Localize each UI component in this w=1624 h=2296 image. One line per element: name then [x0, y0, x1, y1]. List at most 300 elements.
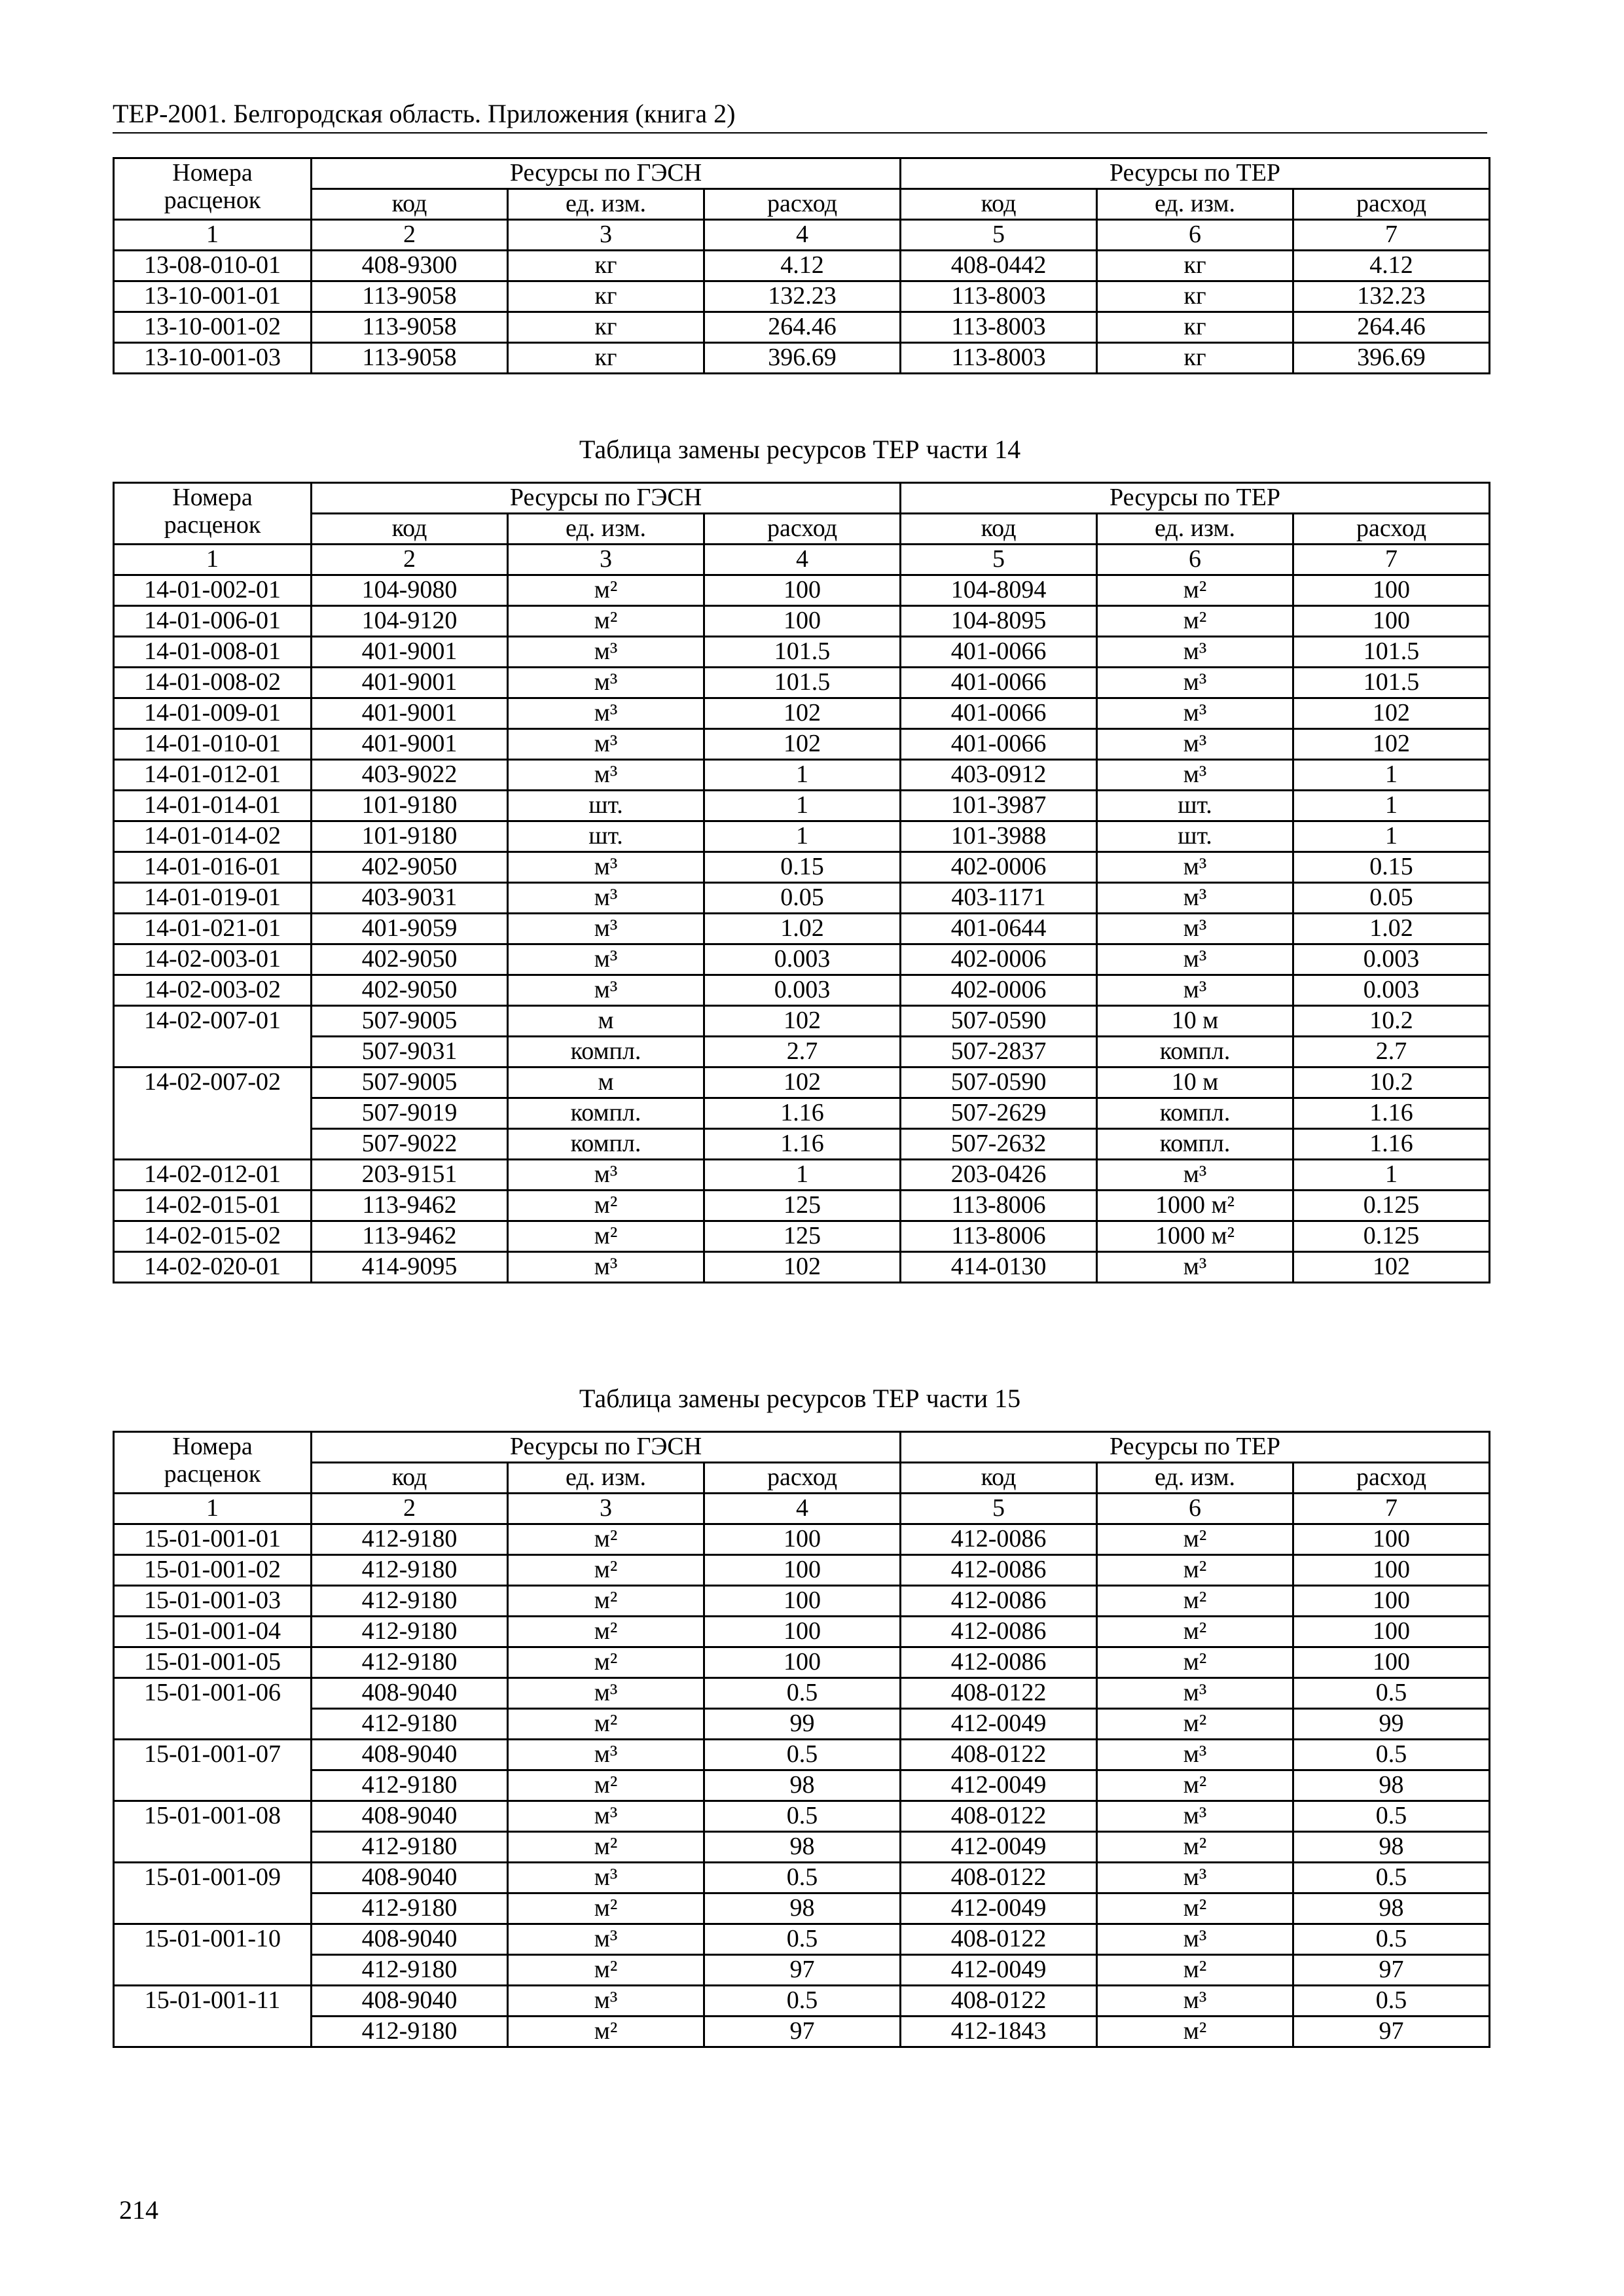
- rate-number: 15-01-001-10: [114, 1924, 312, 1986]
- ter-unit: м²: [1097, 575, 1293, 606]
- gesn-unit: м³: [508, 698, 704, 729]
- ter-unit: м²: [1097, 1893, 1293, 1924]
- ter-code: 401-0066: [901, 729, 1097, 760]
- gesn-usage: 1.16: [704, 1098, 901, 1129]
- ter-code: 104-8095: [901, 606, 1097, 637]
- ter-code: 507-2837: [901, 1037, 1097, 1067]
- table-row: [114, 1129, 1490, 1160]
- gesn-code: 104-9080: [312, 575, 508, 606]
- ter-usage: 1: [1293, 1160, 1490, 1191]
- ter-code: 101-3988: [901, 821, 1097, 852]
- gesn-code: 402-9050: [312, 975, 508, 1006]
- table-row: [114, 312, 1490, 343]
- table-row: [114, 1067, 1490, 1098]
- gesn-usage-header: расход: [704, 514, 901, 545]
- rate-number: 14-01-010-01: [114, 729, 312, 760]
- rates-header: [114, 1432, 312, 1494]
- gesn-unit: шт.: [508, 791, 704, 821]
- rate-number: 14-01-016-01: [114, 852, 312, 883]
- table-row: [114, 1986, 1490, 2017]
- gesn-usage: 98: [704, 1832, 901, 1863]
- ter-usage: 102: [1293, 729, 1490, 760]
- table-row: [114, 1924, 1490, 1955]
- ter-unit: шт.: [1097, 791, 1293, 821]
- ter-code: 403-1171: [901, 883, 1097, 914]
- column-number: 2: [312, 1494, 508, 1524]
- rate-number: 14-01-019-01: [114, 883, 312, 914]
- gesn-usage: 102: [704, 1067, 901, 1098]
- gesn-unit-header: ед. изм.: [508, 1463, 704, 1494]
- gesn-unit: м²: [508, 1555, 704, 1586]
- gesn-unit: м²: [508, 1586, 704, 1617]
- ter-unit: м²: [1097, 1770, 1293, 1801]
- gesn-usage: 0.5: [704, 1924, 901, 1955]
- gesn-usage: 100: [704, 1555, 901, 1586]
- table-row: [114, 1160, 1490, 1191]
- column-number: 2: [312, 220, 508, 251]
- gesn-unit: м: [508, 1067, 704, 1098]
- gesn-unit: м²: [508, 1893, 704, 1924]
- ter-unit: м²: [1097, 1832, 1293, 1863]
- ter-code: 507-0590: [901, 1006, 1097, 1037]
- gesn-code: 408-9040: [312, 1986, 508, 2017]
- rate-number: 15-01-001-04: [114, 1617, 312, 1647]
- ter-unit: м²: [1097, 1617, 1293, 1647]
- gesn-code: 402-9050: [312, 852, 508, 883]
- ter-unit: 1000 м²: [1097, 1221, 1293, 1252]
- ter-code: 113-8003: [901, 281, 1097, 312]
- ter-code-header: код: [901, 1463, 1097, 1494]
- table-row: [114, 852, 1490, 883]
- ter-usage: 98: [1293, 1893, 1490, 1924]
- ter-code: 408-0122: [901, 1678, 1097, 1709]
- ter-code: 412-0049: [901, 1893, 1097, 1924]
- gesn-code: 412-9180: [312, 1893, 508, 1924]
- gesn-usage: 1: [704, 821, 901, 852]
- rate-number: 14-01-014-01: [114, 791, 312, 821]
- gesn-unit: м²: [508, 1832, 704, 1863]
- gesn-code: 402-9050: [312, 944, 508, 975]
- rate-number: 14-02-012-01: [114, 1160, 312, 1191]
- ter-unit: 10 м: [1097, 1067, 1293, 1098]
- ter-code: 507-2629: [901, 1098, 1097, 1129]
- ter-usage: 101.5: [1293, 668, 1490, 698]
- table-row: [114, 791, 1490, 821]
- gesn-code: 507-9031: [312, 1037, 508, 1067]
- gesn-usage: 102: [704, 729, 901, 760]
- ter-unit: м³: [1097, 1160, 1293, 1191]
- gesn-code: 408-9040: [312, 1801, 508, 1832]
- ter-usage-header: расход: [1293, 514, 1490, 545]
- ter-unit: м²: [1097, 1555, 1293, 1586]
- gesn-code: 412-9180: [312, 2017, 508, 2047]
- ter-usage: 102: [1293, 698, 1490, 729]
- rate-number: 15-01-001-08: [114, 1801, 312, 1863]
- ter-unit: кг: [1097, 312, 1293, 343]
- table-row: [114, 914, 1490, 944]
- table-row: [114, 1098, 1490, 1129]
- ter-code: 412-0049: [901, 1709, 1097, 1740]
- table-row: [114, 1524, 1490, 1555]
- gesn-unit: м²: [508, 1770, 704, 1801]
- gesn-code: 507-9005: [312, 1067, 508, 1098]
- table-row: [114, 1740, 1490, 1770]
- ter-usage: 1.02: [1293, 914, 1490, 944]
- gesn-code: 412-9180: [312, 1955, 508, 1986]
- table-row: [114, 606, 1490, 637]
- table-row: [114, 1647, 1490, 1678]
- gesn-usage: 100: [704, 1617, 901, 1647]
- gesn-code: 203-9151: [312, 1160, 508, 1191]
- ter-code: 412-0086: [901, 1524, 1097, 1555]
- ter-usage: 0.125: [1293, 1221, 1490, 1252]
- table-row: [114, 343, 1490, 374]
- gesn-group-header: Ресурсы по ГЭСН: [312, 483, 901, 514]
- gesn-unit: м³: [508, 1252, 704, 1283]
- ter-group-header: Ресурсы по ТЕР: [901, 158, 1490, 189]
- ter-usage: 0.5: [1293, 1740, 1490, 1770]
- gesn-usage: 100: [704, 606, 901, 637]
- gesn-unit: м²: [508, 606, 704, 637]
- resource-table-part-13: [113, 157, 1490, 374]
- ter-unit: м³: [1097, 1863, 1293, 1893]
- gesn-unit-header: ед. изм.: [508, 189, 704, 220]
- ter-unit-header: ед. изм.: [1097, 514, 1293, 545]
- rate-number: 14-02-003-01: [114, 944, 312, 975]
- gesn-unit: м²: [508, 2017, 704, 2047]
- ter-usage: 101.5: [1293, 637, 1490, 668]
- rate-number: 15-01-001-01: [114, 1524, 312, 1555]
- gesn-usage: 102: [704, 698, 901, 729]
- rates-header: [114, 483, 312, 545]
- ter-usage: 1.16: [1293, 1098, 1490, 1129]
- ter-unit: м³: [1097, 668, 1293, 698]
- gesn-code: 113-9058: [312, 312, 508, 343]
- ter-group-header: Ресурсы по ТЕР: [901, 1432, 1490, 1463]
- table-row: [114, 729, 1490, 760]
- gesn-unit: м²: [508, 1709, 704, 1740]
- gesn-unit: м³: [508, 944, 704, 975]
- gesn-code: 401-9001: [312, 637, 508, 668]
- ter-usage-header: расход: [1293, 189, 1490, 220]
- ter-code: 507-0590: [901, 1067, 1097, 1098]
- ter-code: 408-0122: [901, 1863, 1097, 1893]
- gesn-code: 412-9180: [312, 1832, 508, 1863]
- ter-usage: 99: [1293, 1709, 1490, 1740]
- gesn-code: 408-9040: [312, 1678, 508, 1709]
- ter-usage: 1: [1293, 791, 1490, 821]
- gesn-usage: 1: [704, 1160, 901, 1191]
- ter-usage: 0.125: [1293, 1191, 1490, 1221]
- gesn-unit: м³: [508, 1863, 704, 1893]
- ter-unit: м³: [1097, 1924, 1293, 1955]
- ter-code: 401-0066: [901, 668, 1097, 698]
- rate-number: 14-01-006-01: [114, 606, 312, 637]
- ter-code: 408-0442: [901, 251, 1097, 281]
- gesn-usage: 101.5: [704, 668, 901, 698]
- gesn-code: 507-9019: [312, 1098, 508, 1129]
- gesn-usage: 0.15: [704, 852, 901, 883]
- ter-unit: м²: [1097, 2017, 1293, 2047]
- ter-usage: 2.7: [1293, 1037, 1490, 1067]
- rate-number: 14-02-020-01: [114, 1252, 312, 1283]
- ter-unit: шт.: [1097, 821, 1293, 852]
- ter-unit: м³: [1097, 729, 1293, 760]
- gesn-usage: 4.12: [704, 251, 901, 281]
- ter-unit: м³: [1097, 1678, 1293, 1709]
- gesn-unit: м³: [508, 729, 704, 760]
- gesn-unit-header: ед. изм.: [508, 514, 704, 545]
- rate-number: 15-01-001-11: [114, 1986, 312, 2047]
- rates-header-line-2: расценок: [164, 187, 261, 214]
- ter-unit: м²: [1097, 1647, 1293, 1678]
- gesn-usage-header: расход: [704, 1463, 901, 1494]
- gesn-code: 412-9180: [312, 1586, 508, 1617]
- table-row: [114, 1617, 1490, 1647]
- table-row: [114, 1955, 1490, 1986]
- gesn-code: 403-9031: [312, 883, 508, 914]
- rate-number: 15-01-001-07: [114, 1740, 312, 1801]
- table-row: [114, 1770, 1490, 1801]
- gesn-code: 412-9180: [312, 1524, 508, 1555]
- gesn-unit: м²: [508, 1524, 704, 1555]
- table-row: [114, 575, 1490, 606]
- gesn-unit: м³: [508, 1740, 704, 1770]
- ter-unit: м³: [1097, 975, 1293, 1006]
- column-number: 3: [508, 545, 704, 575]
- ter-code: 412-0086: [901, 1586, 1097, 1617]
- rate-number: 13-08-010-01: [114, 251, 312, 281]
- gesn-usage-header: расход: [704, 189, 901, 220]
- page-number: 214: [119, 2195, 158, 2225]
- gesn-usage: 1: [704, 760, 901, 791]
- gesn-unit: м³: [508, 668, 704, 698]
- gesn-code: 113-9058: [312, 281, 508, 312]
- rate-number: 14-02-015-02: [114, 1221, 312, 1252]
- gesn-code: 414-9095: [312, 1252, 508, 1283]
- gesn-code: 113-9462: [312, 1191, 508, 1221]
- rate-number: 14-02-007-01: [114, 1006, 312, 1067]
- gesn-code-header: код: [312, 189, 508, 220]
- table-row: [114, 637, 1490, 668]
- ter-usage: 132.23: [1293, 281, 1490, 312]
- table-row: [114, 1801, 1490, 1832]
- gesn-usage: 100: [704, 1586, 901, 1617]
- gesn-usage: 0.5: [704, 1740, 901, 1770]
- ter-code: 414-0130: [901, 1252, 1097, 1283]
- ter-code: 408-0122: [901, 1924, 1097, 1955]
- ter-unit: м³: [1097, 883, 1293, 914]
- ter-unit: м³: [1097, 1252, 1293, 1283]
- ter-unit: м²: [1097, 1709, 1293, 1740]
- gesn-usage: 100: [704, 1647, 901, 1678]
- table-row: [114, 883, 1490, 914]
- ter-unit: м³: [1097, 1986, 1293, 2017]
- ter-usage: 1.16: [1293, 1129, 1490, 1160]
- table-row: [114, 1586, 1490, 1617]
- column-number: 2: [312, 545, 508, 575]
- column-number: 6: [1097, 220, 1293, 251]
- gesn-unit: м²: [508, 1647, 704, 1678]
- ter-unit: м³: [1097, 944, 1293, 975]
- ter-code: 403-0912: [901, 760, 1097, 791]
- table-row: [114, 1191, 1490, 1221]
- column-number: 3: [508, 220, 704, 251]
- gesn-usage: 1: [704, 791, 901, 821]
- table-caption-part-15: Таблица замены ресурсов ТЕР части 15: [579, 1384, 1021, 1413]
- gesn-group-header: Ресурсы по ГЭСН: [312, 1432, 901, 1463]
- ter-unit: 10 м: [1097, 1006, 1293, 1037]
- table-row: [114, 1555, 1490, 1586]
- rates-header-line-1: Номера: [172, 1433, 253, 1460]
- gesn-unit: кг: [508, 251, 704, 281]
- table-row: [114, 281, 1490, 312]
- column-number: 1: [114, 1494, 312, 1524]
- table-row: [114, 2017, 1490, 2047]
- gesn-code: 507-9005: [312, 1006, 508, 1037]
- rates-header-line-1: Номера: [172, 484, 253, 511]
- gesn-unit: м³: [508, 914, 704, 944]
- column-number: 4: [704, 545, 901, 575]
- ter-code: 402-0006: [901, 975, 1097, 1006]
- ter-code: 412-0086: [901, 1647, 1097, 1678]
- ter-usage: 100: [1293, 575, 1490, 606]
- rate-number: 13-10-001-02: [114, 312, 312, 343]
- column-number: 1: [114, 545, 312, 575]
- column-number: 7: [1293, 545, 1490, 575]
- rate-number: 15-01-001-09: [114, 1863, 312, 1924]
- ter-code: 401-0644: [901, 914, 1097, 944]
- ter-code: 113-8003: [901, 312, 1097, 343]
- table-row: [114, 1678, 1490, 1709]
- ter-code: 408-0122: [901, 1986, 1097, 2017]
- gesn-unit: м³: [508, 1160, 704, 1191]
- table-row: [114, 668, 1490, 698]
- ter-code: 402-0006: [901, 944, 1097, 975]
- gesn-code: 101-9180: [312, 821, 508, 852]
- table-row: [114, 821, 1490, 852]
- ter-unit-header: ед. изм.: [1097, 1463, 1293, 1494]
- gesn-unit: м³: [508, 1678, 704, 1709]
- ter-code: 507-2632: [901, 1129, 1097, 1160]
- ter-usage: 0.15: [1293, 852, 1490, 883]
- column-number: 5: [901, 1494, 1097, 1524]
- ter-unit: м²: [1097, 1586, 1293, 1617]
- ter-code: 408-0122: [901, 1740, 1097, 1770]
- rate-number: 15-01-001-02: [114, 1555, 312, 1586]
- gesn-usage: 97: [704, 1955, 901, 1986]
- gesn-usage: 101.5: [704, 637, 901, 668]
- ter-code: 101-3987: [901, 791, 1097, 821]
- ter-code: 412-1843: [901, 2017, 1097, 2047]
- ter-usage: 396.69: [1293, 343, 1490, 374]
- rates-header-line-2: расценок: [164, 1460, 261, 1488]
- ter-usage: 1: [1293, 760, 1490, 791]
- ter-unit: м³: [1097, 852, 1293, 883]
- column-number: 1: [114, 220, 312, 251]
- ter-usage: 0.5: [1293, 1986, 1490, 2017]
- gesn-unit: м²: [508, 1221, 704, 1252]
- rate-number: 14-01-008-02: [114, 668, 312, 698]
- gesn-usage: 98: [704, 1770, 901, 1801]
- table-caption-part-14: Таблица замены ресурсов ТЕР части 14: [579, 435, 1021, 464]
- gesn-usage: 1.16: [704, 1129, 901, 1160]
- rate-number: 13-10-001-01: [114, 281, 312, 312]
- ter-usage: 100: [1293, 1617, 1490, 1647]
- gesn-code: 401-9001: [312, 668, 508, 698]
- gesn-group-header: Ресурсы по ГЭСН: [312, 158, 901, 189]
- ter-code: 113-8003: [901, 343, 1097, 374]
- gesn-code: 412-9180: [312, 1709, 508, 1740]
- gesn-code: 104-9120: [312, 606, 508, 637]
- ter-code: 408-0122: [901, 1801, 1097, 1832]
- ter-code: 401-0066: [901, 698, 1097, 729]
- ter-unit-header: ед. изм.: [1097, 189, 1293, 220]
- column-number: 5: [901, 545, 1097, 575]
- gesn-usage: 102: [704, 1252, 901, 1283]
- rate-number: 15-01-001-06: [114, 1678, 312, 1740]
- gesn-unit: м²: [508, 575, 704, 606]
- ter-unit: компл.: [1097, 1129, 1293, 1160]
- ter-unit: м²: [1097, 1955, 1293, 1986]
- ter-unit: м²: [1097, 1524, 1293, 1555]
- gesn-code: 408-9040: [312, 1863, 508, 1893]
- gesn-usage: 0.003: [704, 944, 901, 975]
- gesn-code: 507-9022: [312, 1129, 508, 1160]
- ter-usage: 0.5: [1293, 1801, 1490, 1832]
- rate-number: 14-02-015-01: [114, 1191, 312, 1221]
- rate-number: 15-01-001-05: [114, 1647, 312, 1678]
- gesn-unit: шт.: [508, 821, 704, 852]
- ter-usage: 0.5: [1293, 1678, 1490, 1709]
- gesn-unit: компл.: [508, 1098, 704, 1129]
- ter-unit: м³: [1097, 1740, 1293, 1770]
- ter-usage: 0.5: [1293, 1863, 1490, 1893]
- rates-header-line-1: Номера: [172, 159, 253, 187]
- ter-usage: 100: [1293, 1647, 1490, 1678]
- gesn-usage: 125: [704, 1191, 901, 1221]
- table-row: [114, 1037, 1490, 1067]
- rates-header: [114, 158, 312, 220]
- rate-number: 14-01-008-01: [114, 637, 312, 668]
- gesn-code: 101-9180: [312, 791, 508, 821]
- gesn-usage: 0.5: [704, 1986, 901, 2017]
- ter-usage: 10.2: [1293, 1067, 1490, 1098]
- gesn-unit: м³: [508, 1986, 704, 2017]
- table-row: [114, 1863, 1490, 1893]
- gesn-code: 408-9040: [312, 1740, 508, 1770]
- running-header: ТЕР-2001. Белгородская область. Приложения (книга 2): [113, 96, 1487, 134]
- gesn-unit: компл.: [508, 1129, 704, 1160]
- ter-code: 412-0086: [901, 1555, 1097, 1586]
- rates-header-line-2: расценок: [164, 511, 261, 539]
- ter-unit: м³: [1097, 1801, 1293, 1832]
- column-number: 6: [1097, 545, 1293, 575]
- ter-unit: 1000 м²: [1097, 1191, 1293, 1221]
- table-row: [114, 1709, 1490, 1740]
- ter-usage: 97: [1293, 1955, 1490, 1986]
- gesn-usage: 0.5: [704, 1678, 901, 1709]
- gesn-usage: 102: [704, 1006, 901, 1037]
- gesn-unit: м²: [508, 1191, 704, 1221]
- gesn-code: 412-9180: [312, 1555, 508, 1586]
- ter-usage: 1: [1293, 821, 1490, 852]
- rate-number: 14-01-012-01: [114, 760, 312, 791]
- ter-code: 412-0049: [901, 1770, 1097, 1801]
- table-row: [114, 760, 1490, 791]
- gesn-code: 113-9058: [312, 343, 508, 374]
- gesn-code: 401-9001: [312, 729, 508, 760]
